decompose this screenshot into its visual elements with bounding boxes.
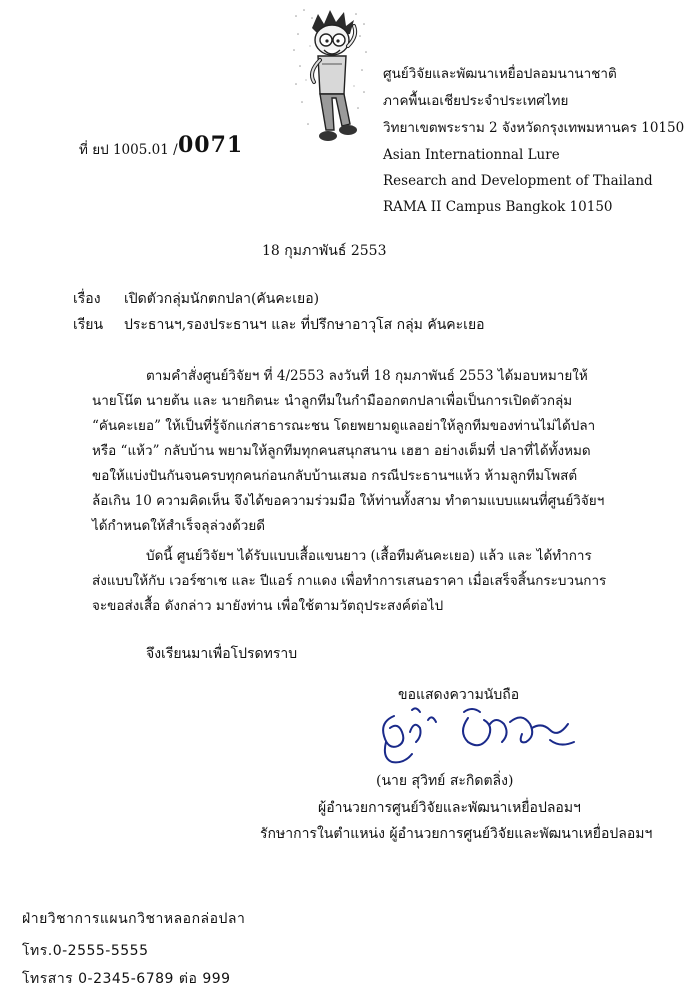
letterhead-line: ศูนย์วิจัยและพัฒนาเหยื่อปลอมนานาชาติ [383,66,617,82]
recipient-value: ประธานฯ,รองประธานฯ และ ที่ปรึกษาอาวุโส กลุ่ม คันคะเยอ [124,317,485,333]
footer-department: ฝ่ายวิชาการแผนกวิชาหลอกล่อปลา [22,911,246,927]
body-paragraph-1-line: “คันคะเยอ” ให้เป็นที่รู้จักแก่สาธารณะชน โดยพยามดูแลอย่าให้ลูกทีมของท่านไม่ได้ปลา [92,418,596,434]
signer-name: (นาย สุวิทย์ สะกิดตลิ่ง) [376,773,514,789]
reference-label: ที่ ยป 1005.01 / [79,142,178,158]
body-paragraph-2-line: ส่งแบบให้กับ เวอร์ซาเช และ ปีแอร์ กาแดง เพื่อทำการเสนอราคา เมื่อเสร็จสิ้นกระบวนการ [92,573,607,589]
letter-date: 18 กุมภาพันธ์ 2553 [262,243,387,259]
regards-line: ขอแสดงความนับถือ [398,687,520,703]
signer-title-line-2: รักษาการในตำแหน่ง ผู้อำนวยการศูนย์วิจัยและพัฒนาเหยื่อปลอมฯ [260,826,653,842]
body-paragraph-1-line: ตามคำสั่งศูนย์วิจัยฯ ที่ 4/2553 ลงวันที่ 18 กุมภาพันธ์ 2553 ได้มอบหมายให้ [146,368,588,384]
recipient-label: เรียน [73,317,104,333]
body-paragraph-2-line: จะขอส่งเสื้อ ดังกล่าว มายังท่าน เพื่อใช้ตามวัตถุประสงค์ต่อไป [92,598,444,614]
cartoon-angler-mascot-icon [290,6,370,166]
letterhead-line: Asian Internationnal Lure [383,147,560,163]
body-paragraph-1-line: หรือ “แห้ว” กลับบ้าน พยามให้ลูกทีมทุกคนสนุกสนาน เฮฮา อย่างเต็มที่ ปลาที่ได้ทั้งหมด [92,443,591,459]
letterhead-line: วิทยาเขตพระราม 2 จังหวัดกรุงเทพมหานคร 10150 [383,120,685,136]
body-paragraph-1-line: นายโน๊ต นายต้น และ นายกิตนะ นำลูกทีมในกำมืออกตกปลาเพื่อเป็นการเปิดตัวกลุ่ม [92,393,573,409]
letterhead-line: Research and Development of Thailand [383,173,653,189]
handwritten-signature-icon [372,702,582,770]
reference-number: 0071 [178,132,244,158]
subject-label: เรื่อง [73,291,101,307]
body-paragraph-1-line: ได้กำหนดให้สำเร็จลุล่วงด้วยดี [92,518,266,534]
body-paragraph-2-line: บัดนี้ ศูนย์วิจัยฯ ได้รับแบบเสื้อแขนยาว (เสื้อทีมคันคะเยอ) แล้ว และ ได้ทำการ [146,548,592,564]
body-paragraph-1-line: ล้อเกิน 10 ความคิดเห็น จึงได้ขอความร่วมมือ ให้ท่านทั้งสาม ทำตามแบบแผนที่ศูนย์วิจัยฯ [92,493,605,509]
footer-phone: โทร.0-2555-5555 [22,943,149,959]
body-paragraph-1-line: ขอให้แบ่งปันกันจนครบทุกคนก่อนกลับบ้านเสมอ กรณีประธานฯแห้ว ห้ามลูกทีมโพสต์ [92,468,578,484]
letterhead-line: ภาคพื้นเอเชียประจำประเทศไทย [383,93,569,109]
footer-fax: โทรสาร 0-2345-6789 ต่อ 999 [22,971,231,987]
letterhead-line: RAMA II Campus Bangkok 10150 [383,199,613,215]
subject-value: เปิดตัวกลุ่มนักตกปลา(คันคะเยอ) [124,291,320,307]
closing-line: จึงเรียนมาเพื่อโปรดทราบ [146,646,298,662]
signer-title-line-1: ผู้อำนวยการศูนย์วิจัยและพัฒนาเหยื่อปลอมฯ [318,800,581,816]
